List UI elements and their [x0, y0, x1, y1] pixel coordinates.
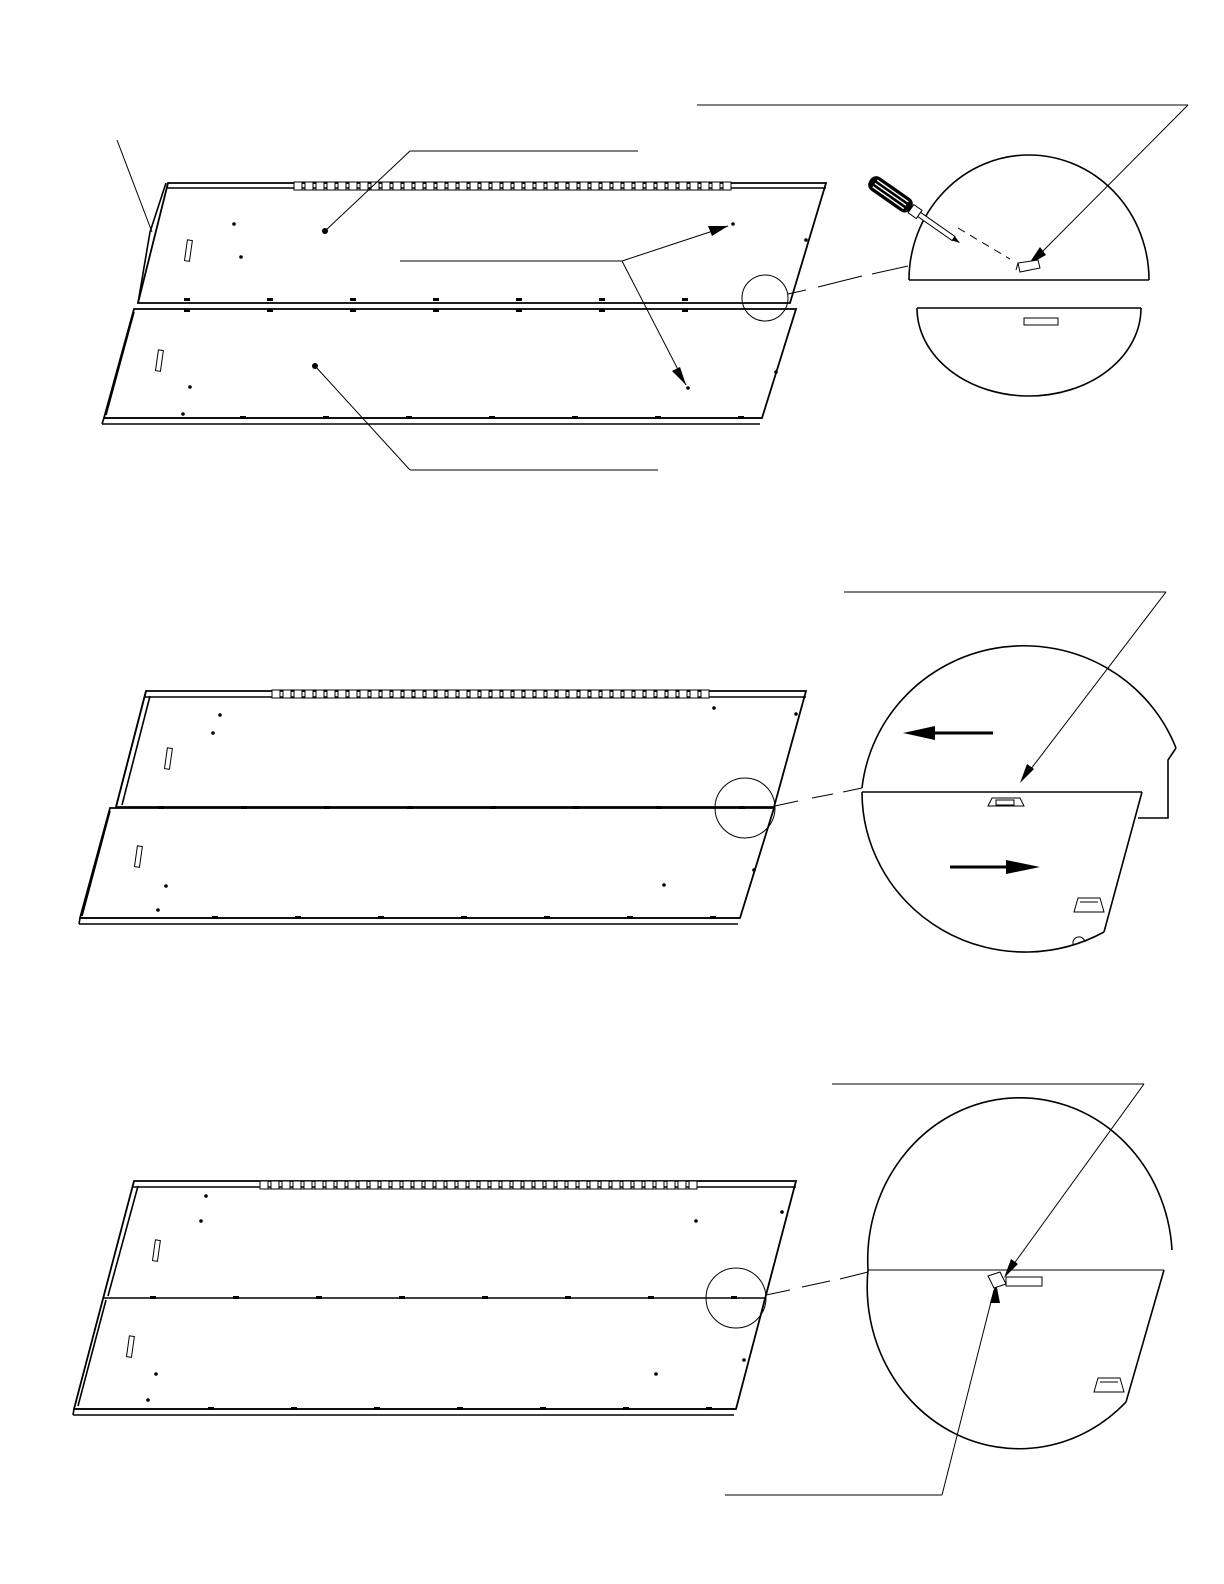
tab-mark	[433, 309, 439, 312]
tab-mark	[406, 416, 412, 419]
hinge-knuckle	[470, 690, 478, 698]
tab-mark	[457, 1407, 463, 1410]
hinge-knuckle	[558, 690, 566, 698]
tab-mark	[208, 1407, 214, 1410]
tab-mark	[731, 1296, 737, 1299]
arrow-left-icon	[903, 726, 993, 740]
hinge-knuckle	[492, 690, 500, 698]
tab-mark	[739, 806, 745, 809]
hinge-knuckle	[535, 1181, 543, 1189]
tab-mark	[516, 298, 522, 301]
hinge-knuckle	[634, 1181, 642, 1189]
hinge-knuckle	[514, 182, 522, 190]
hole	[232, 222, 236, 226]
hole	[154, 1372, 158, 1376]
hinge-knuckle	[426, 182, 434, 190]
hinge-knuckle	[569, 182, 577, 190]
hinge-knuckle	[591, 690, 599, 698]
tab	[1074, 898, 1104, 912]
tab-mark	[407, 806, 413, 809]
panel-assembled	[73, 1181, 796, 1415]
tab-bent	[988, 1272, 1042, 1288]
hole	[774, 370, 778, 374]
hole	[654, 1372, 658, 1376]
tab-mark	[323, 416, 329, 419]
hinge-knuckle	[348, 1181, 356, 1189]
hinge-knuckle	[602, 182, 610, 190]
hole	[204, 1194, 208, 1198]
tab-mark	[350, 309, 356, 312]
leader-lines	[844, 592, 1166, 783]
hinge-knuckle	[459, 182, 467, 190]
hinge-knuckle	[580, 182, 588, 190]
hinge-knuckle	[393, 182, 401, 190]
hinge-knuckle	[458, 1181, 466, 1189]
hinge-knuckle	[469, 1181, 477, 1189]
hinge-knuckle	[679, 182, 687, 190]
hinge-knuckle	[349, 182, 357, 190]
hinge-knuckle	[316, 182, 324, 190]
hinge-knuckle	[624, 182, 632, 190]
hinge-knuckle	[591, 182, 599, 190]
tab-mark	[158, 806, 164, 809]
hinge-knuckle	[425, 1181, 433, 1189]
hinge-knuckle	[293, 1181, 301, 1189]
hole	[181, 412, 185, 416]
tab-mark	[682, 298, 688, 301]
screwdriver-icon	[865, 173, 964, 249]
tab-mark	[291, 1407, 297, 1410]
tab-mark	[599, 309, 605, 312]
hinge-knuckle	[624, 690, 632, 698]
hinge-knuckle	[370, 1181, 378, 1189]
hinge-knuckle	[272, 690, 280, 698]
hole	[199, 1219, 203, 1223]
hinge-knuckle	[503, 690, 511, 698]
hinge-knuckle	[414, 1181, 422, 1189]
hinge-knuckle	[557, 1181, 565, 1189]
hinge-knuckle	[657, 690, 665, 698]
detail-view-step-3	[706, 1098, 1172, 1449]
hinge-knuckle	[271, 1181, 279, 1189]
tab-mark	[184, 309, 190, 312]
tab-mark	[540, 1407, 546, 1410]
tab-mark	[572, 416, 578, 419]
hinge-knuckle	[447, 1181, 455, 1189]
tab-mark	[378, 916, 384, 919]
hinge-knuckle	[635, 690, 643, 698]
tab-mark	[648, 1296, 654, 1299]
hinge-knuckle	[327, 182, 335, 190]
tab-mark	[490, 806, 496, 809]
hinge-knuckle	[282, 1181, 290, 1189]
hinge-knuckle	[547, 690, 555, 698]
hinge-knuckle	[690, 690, 698, 698]
hinge-knuckle	[645, 1181, 653, 1189]
tab-mark	[623, 1407, 629, 1410]
hole	[804, 238, 808, 242]
hinge-knuckle	[326, 1181, 334, 1189]
tab-mark	[350, 298, 356, 301]
hinge-knuckle	[404, 182, 412, 190]
hinge-knuckle	[679, 690, 687, 698]
hinge-knuckle	[315, 1181, 323, 1189]
hinge-knuckle	[338, 690, 346, 698]
hinge-knuckle	[305, 182, 313, 190]
hinge-knuckle	[304, 1181, 312, 1189]
tab-mark	[710, 916, 716, 919]
tab-mark	[627, 916, 633, 919]
tab-mark	[267, 298, 273, 301]
tab-mark	[240, 416, 246, 419]
tab-mark	[544, 916, 550, 919]
hinge-knuckle	[612, 1181, 620, 1189]
hinge-knuckle	[480, 1181, 488, 1189]
hole	[686, 386, 690, 390]
hinge-knuckle	[668, 182, 676, 190]
hinge-knuckle	[283, 690, 291, 698]
tab-mark	[482, 1296, 488, 1299]
hinge-knuckle	[437, 690, 445, 698]
hinge-knuckle	[260, 1181, 268, 1189]
hinge-knuckle	[536, 690, 544, 698]
hinge-knuckle	[712, 182, 720, 190]
panel-top	[138, 183, 826, 303]
hole	[742, 1358, 746, 1362]
hole	[218, 713, 222, 717]
hinge-knuckle	[668, 690, 676, 698]
hinge-knuckle	[382, 182, 390, 190]
hinge-knuckle	[492, 182, 500, 190]
hinge-knuckle	[546, 1181, 554, 1189]
tab-mark	[682, 309, 688, 312]
hinge-knuckle	[371, 690, 379, 698]
hinge-knuckle	[646, 182, 654, 190]
hinge-knuckle	[623, 1181, 631, 1189]
hinge-knuckle	[294, 182, 302, 190]
hinge-knuckle	[382, 690, 390, 698]
hinge-knuckle	[337, 1181, 345, 1189]
hinge-knuckle	[381, 1181, 389, 1189]
hinge-knuckle	[316, 690, 324, 698]
hinge-knuckle	[613, 690, 621, 698]
hinge-knuckle	[536, 182, 544, 190]
hole	[156, 908, 160, 912]
hinge-knuckle	[601, 1181, 609, 1189]
tab-mark	[706, 1407, 712, 1410]
hinge-knuckle	[448, 182, 456, 190]
hole	[712, 706, 716, 710]
hinge-knuckle	[513, 1181, 521, 1189]
hole	[694, 1219, 698, 1223]
hinge-knuckle	[558, 182, 566, 190]
hole	[211, 731, 215, 735]
hinge-knuckle	[459, 690, 467, 698]
hinge-knuckle	[470, 182, 478, 190]
hinge-knuckle	[723, 182, 731, 190]
hinge-knuckle	[403, 1181, 411, 1189]
hinge-knuckle	[426, 690, 434, 698]
hinge-knuckle	[689, 1181, 697, 1189]
hole	[239, 255, 243, 259]
hinge-knuckle	[481, 182, 489, 190]
hinge-knuckle	[481, 690, 489, 698]
step-2	[79, 592, 1176, 952]
leader-lines	[725, 1084, 1144, 1495]
tab-mark	[656, 806, 662, 809]
hinge-knuckle	[360, 690, 368, 698]
tab-mark	[374, 1407, 380, 1410]
hinge-knuckle	[448, 690, 456, 698]
tab-mark	[324, 806, 330, 809]
tab-mark	[738, 416, 744, 419]
hinge-knuckle	[503, 182, 511, 190]
hinge-knuckle	[327, 690, 335, 698]
hinge-knuckle	[657, 182, 665, 190]
hinge-knuckle	[525, 182, 533, 190]
hinge-knuckle	[305, 690, 313, 698]
panel-bottom	[79, 808, 774, 924]
hole	[794, 712, 798, 716]
hinge-knuckle	[514, 690, 522, 698]
tab-mark	[212, 916, 218, 919]
hinge-knuckle	[701, 182, 709, 190]
hinge-knuckle	[667, 1181, 675, 1189]
arrow-right-icon	[950, 860, 1040, 874]
panel-top	[116, 691, 806, 807]
hole	[752, 868, 756, 872]
hole	[188, 385, 192, 389]
tab	[1094, 1378, 1124, 1392]
tab-mark	[399, 1296, 405, 1299]
hinge-knuckle	[294, 690, 302, 698]
hinge-knuckle	[568, 1181, 576, 1189]
hinge-knuckle	[678, 1181, 686, 1189]
hinge-knuckle	[437, 182, 445, 190]
hole	[146, 1398, 150, 1402]
hole	[780, 1210, 784, 1214]
tab-mark	[295, 916, 301, 919]
tab-mark	[267, 309, 273, 312]
hinge-knuckle	[338, 182, 346, 190]
tab-mark	[241, 806, 247, 809]
tab	[1016, 260, 1040, 272]
hinge-knuckle	[602, 690, 610, 698]
tab-mark	[233, 1296, 239, 1299]
hinge-knuckle	[646, 690, 654, 698]
tab-mark	[516, 309, 522, 312]
hinge-knuckle	[613, 182, 621, 190]
hinge-knuckle	[502, 1181, 510, 1189]
hinge-knuckle	[415, 182, 423, 190]
hinge-knuckle	[525, 690, 533, 698]
tab-mark	[655, 416, 661, 419]
hinge-knuckle	[701, 690, 709, 698]
hinge-knuckle	[579, 1181, 587, 1189]
step-1	[102, 105, 1188, 470]
tab-mark	[489, 416, 495, 419]
tab-mark	[599, 298, 605, 301]
hinge-knuckle	[360, 182, 368, 190]
hinge-knuckle	[690, 182, 698, 190]
hinge-knuckle	[635, 182, 643, 190]
tab-mark	[316, 1296, 322, 1299]
hinge-knuckle	[359, 1181, 367, 1189]
hinge-knuckle	[491, 1181, 499, 1189]
hole	[731, 222, 735, 226]
tab-mark	[150, 1296, 156, 1299]
tab-mark	[461, 916, 467, 919]
hinge-knuckle	[404, 690, 412, 698]
hinge-knuckle	[656, 1181, 664, 1189]
hinge-knuckle	[349, 690, 357, 698]
tab	[988, 798, 1024, 806]
hinge-knuckle	[580, 690, 588, 698]
panel-bottom	[102, 309, 796, 424]
hinge-knuckle	[392, 1181, 400, 1189]
hinge-knuckle	[569, 690, 577, 698]
hinge-knuckle	[524, 1181, 532, 1189]
tab-mark	[433, 298, 439, 301]
hinge-knuckle	[436, 1181, 444, 1189]
hinge-knuckle	[547, 182, 555, 190]
hinge-knuckle	[415, 690, 423, 698]
hinge-knuckle	[393, 690, 401, 698]
tab-mark	[573, 806, 579, 809]
hinge-knuckle	[590, 1181, 598, 1189]
tab-mark	[565, 1296, 571, 1299]
step-3	[73, 1084, 1172, 1495]
hole	[662, 883, 666, 887]
hole	[164, 884, 168, 888]
tab-mark	[184, 298, 190, 301]
